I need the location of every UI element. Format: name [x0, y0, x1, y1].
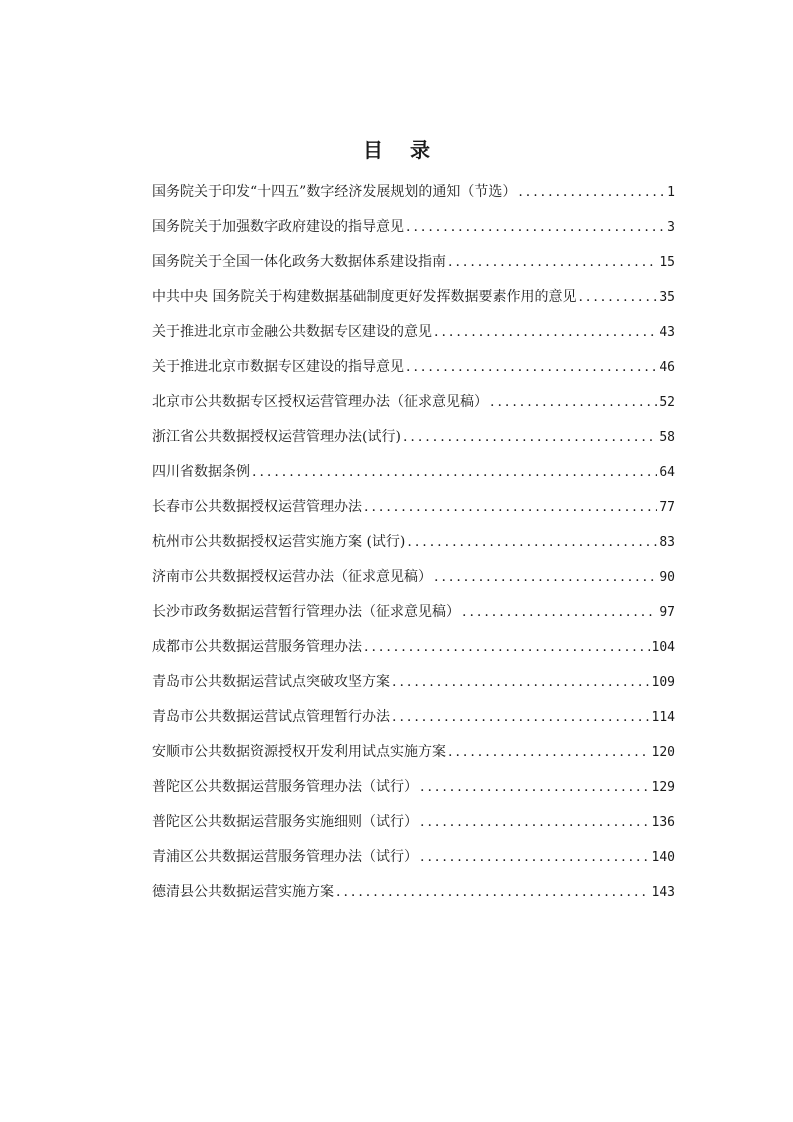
toc-entry-page: 120	[651, 745, 675, 760]
toc-entry-title: 中共中央 国务院关于构建数据基础制度更好发挥数据要素作用的意见	[152, 289, 577, 305]
toc-entry-title: 成都市公共数据运营服务管理办法	[152, 639, 362, 655]
toc-entry-page: 114	[651, 710, 675, 725]
toc-entry[interactable]	[152, 493, 675, 528]
toc-entry-page: 35	[659, 290, 675, 305]
toc-entry-title: 四川省数据条例	[152, 464, 250, 480]
toc-entry[interactable]	[152, 318, 675, 353]
toc-dot-leader	[407, 528, 657, 556]
toc-dot-leader	[420, 773, 650, 801]
toc-entry-title: 青岛市公共数据运营试点突破攻坚方案	[152, 674, 390, 690]
toc-entry-title: 关于推进北京市数据专区建设的指导意见	[152, 359, 404, 375]
toc-entry[interactable]	[152, 528, 675, 563]
toc-entry-page: 140	[651, 850, 675, 865]
toc-entry-title: 济南市公共数据授权运营办法（征求意见稿）	[152, 569, 432, 585]
toc-entry[interactable]	[152, 248, 675, 283]
toc-dot-leader	[578, 283, 657, 311]
toc-dot-leader	[392, 703, 650, 731]
toc-entry-page: 143	[651, 885, 675, 900]
toc-entry[interactable]	[152, 563, 675, 598]
toc-entry[interactable]	[152, 388, 675, 423]
toc-entry[interactable]	[152, 668, 675, 703]
toc-entry[interactable]	[152, 213, 675, 248]
toc-entry[interactable]	[152, 423, 675, 458]
toc-entry-title: 国务院关于全国一体化政务大数据体系建设指南	[152, 254, 446, 270]
toc-dot-leader	[392, 668, 650, 696]
toc-entry-page: 3	[667, 220, 675, 235]
toc-entry[interactable]	[152, 843, 675, 878]
toc-entry-page: 52	[659, 395, 675, 410]
toc-entry[interactable]	[152, 598, 675, 633]
toc-entry-title: 国务院关于加强数字政府建设的指导意见	[152, 219, 404, 235]
toc-entry-title: 杭州市公共数据授权运营实施方案 (试行)	[152, 534, 406, 550]
toc-dot-leader	[434, 318, 657, 346]
toc-dot-leader	[448, 248, 657, 276]
toc-entry-page: 46	[659, 360, 675, 375]
toc-entry-page: 129	[651, 780, 675, 795]
toc-entry-page: 90	[659, 570, 675, 585]
toc-dot-leader	[434, 563, 657, 591]
toc-dot-leader	[336, 878, 650, 906]
toc-dot-leader	[518, 178, 665, 206]
toc-entry-page: 136	[651, 815, 675, 830]
toc-entry-page: 104	[651, 640, 675, 655]
toc-entry[interactable]	[152, 178, 675, 213]
toc-dot-leader	[420, 808, 650, 836]
toc-dot-leader	[420, 843, 650, 871]
toc-entry[interactable]	[152, 633, 675, 668]
toc-dot-leader	[364, 633, 650, 661]
toc-dot-leader	[462, 598, 657, 626]
toc-entry-title: 普陀区公共数据运营服务管理办法（试行）	[152, 779, 418, 795]
toc-entry[interactable]	[152, 773, 675, 808]
toc-entry-title: 青岛市公共数据运营试点管理暂行办法	[152, 709, 390, 725]
toc-entry[interactable]	[152, 283, 675, 318]
toc-entry-page: 77	[659, 500, 675, 515]
toc-entry-page: 58	[659, 430, 675, 445]
toc-dot-leader	[448, 738, 650, 766]
toc-entry-title: 普陀区公共数据运营服务实施细则（试行）	[152, 814, 418, 830]
toc-entry-title: 青浦区公共数据运营服务管理办法（试行）	[152, 849, 418, 865]
toc-entry[interactable]	[152, 703, 675, 738]
toc-dot-leader	[406, 353, 657, 381]
toc-entry-page: 43	[659, 325, 675, 340]
toc-entry-page: 83	[659, 535, 675, 550]
toc-entry-page: 15	[659, 255, 675, 270]
toc-list	[152, 178, 675, 913]
toc-entry-page: 64	[659, 465, 675, 480]
toc-entry-title: 德清县公共数据运营实施方案	[152, 884, 334, 900]
toc-entry-title: 关于推进北京市金融公共数据专区建设的意见	[152, 324, 432, 340]
toc-dot-leader	[490, 388, 657, 416]
toc-entry[interactable]	[152, 878, 675, 913]
toc-entry[interactable]	[152, 808, 675, 843]
toc-entry-page: 109	[651, 675, 675, 690]
toc-entry-title: 安顺市公共数据资源授权开发利用试点实施方案	[152, 744, 446, 760]
toc-entry-page: 97	[659, 605, 675, 620]
toc-entry[interactable]	[152, 353, 675, 388]
toc-entry-page: 1	[667, 185, 675, 200]
toc-entry-title: 国务院关于印发“十四五”数字经济发展规划的通知（节选）	[152, 184, 517, 200]
toc-entry-title: 北京市公共数据专区授权运营管理办法（征求意见稿）	[152, 394, 488, 410]
toc-entry-title: 浙江省公共数据授权运营管理办法(试行)	[152, 429, 401, 445]
toc-dot-leader	[403, 423, 657, 451]
toc-dot-leader	[406, 213, 665, 241]
toc-title: 目 录	[363, 138, 440, 162]
toc-entry[interactable]	[152, 738, 675, 773]
toc-entry[interactable]	[152, 458, 675, 493]
toc-entry-title: 长春市公共数据授权运营管理办法	[152, 499, 362, 515]
toc-dot-leader	[252, 458, 657, 486]
toc-entry-title: 长沙市政务数据运营暂行管理办法（征求意见稿）	[152, 604, 460, 620]
toc-dot-leader	[364, 493, 657, 521]
